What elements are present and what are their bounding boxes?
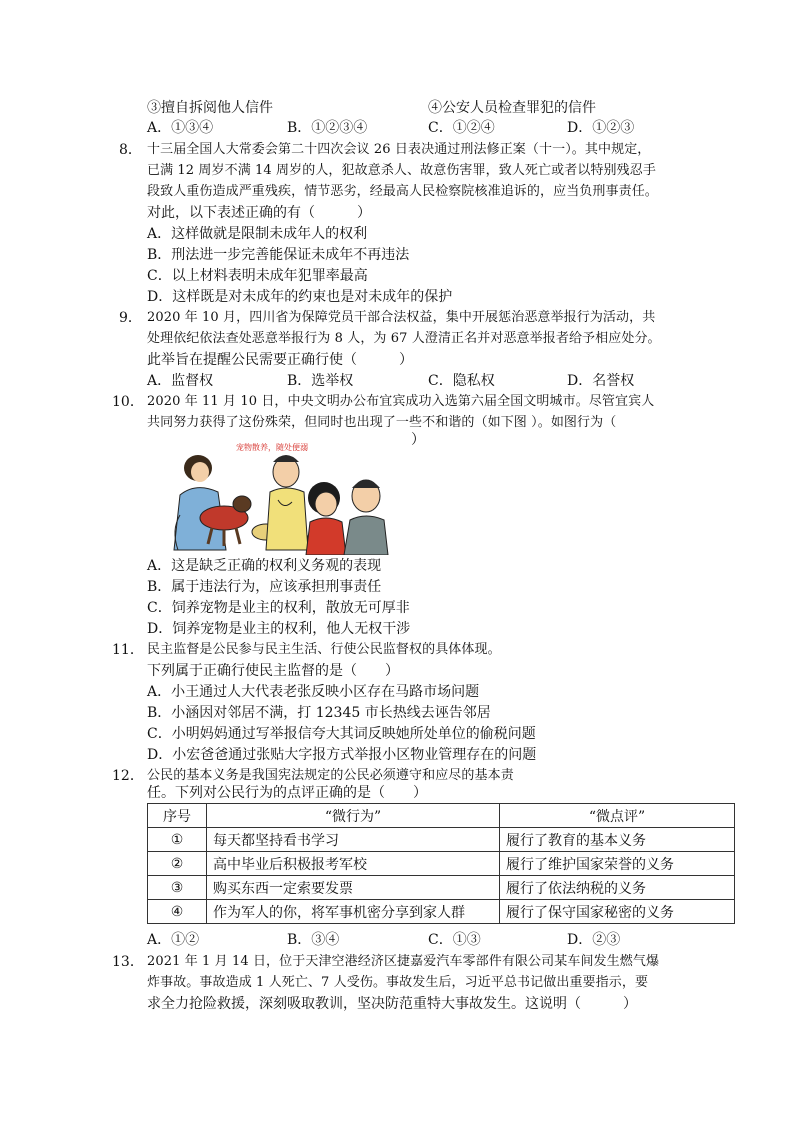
behavior-review-table <box>147 803 735 924</box>
q10-stem-line-1: 2020 年 11 月 10 日，中央文明办公布宜宾成功入选第六届全国文明城市。尽管宜宾人 <box>147 394 655 409</box>
table-cell: ① <box>148 828 207 852</box>
q11-option-b: B．小涵因对邻居不满，打 12345 市长热线去诬告邻居 <box>147 705 491 721</box>
q8-stem-line-2: 已满 12 周岁不满 14 周岁的人，犯故意杀人、故意伤害罪，致人死亡或者以特别残忍手 <box>147 163 656 178</box>
table-cell: ③ <box>148 876 207 900</box>
q8-option-b: B．刑法进一步完善能保证未成年不再违法 <box>147 247 410 263</box>
q12-option-c: C．①③ <box>428 932 481 948</box>
q12-number: 12． <box>112 768 144 784</box>
pet-cartoon-illustration <box>166 440 392 555</box>
q7-item-3: ③擅自拆阅他人信件 <box>147 100 273 116</box>
table-row <box>148 900 735 924</box>
q13-stem-line-1: 2021 年 1 月 14 日，位于天津空港经济区捷嘉爱汽车零部件有限公司某车间发生燃气爆 <box>147 954 660 969</box>
q9-option-c: C．隐私权 <box>428 373 495 389</box>
table-row <box>148 828 735 852</box>
q8-number: 8． <box>119 142 142 158</box>
q8-option-a: A．这样做就是限制未成年人的权利 <box>147 226 368 242</box>
q7-option-c: C．①②④ <box>428 120 495 136</box>
q12-option-b: B．③④ <box>287 932 340 948</box>
q12-option-a: A．①② <box>147 932 200 948</box>
table-cell: ② <box>148 852 207 876</box>
q10-option-a: A．这是缺乏正确的权利义务观的表现 <box>147 558 382 574</box>
q11-number: 11． <box>112 642 144 658</box>
q8-option-d: D．这样既是对未成年的约束也是对未成年的保护 <box>147 289 453 305</box>
table-cell: 购买东西一定索要发票 <box>207 876 500 900</box>
table-cell: 履行了维护国家荣誉的义务 <box>500 852 735 876</box>
q10-option-d: D．饲养宠物是业主的权利，他人无权干涉 <box>147 621 411 637</box>
q9-option-a: A．监督权 <box>147 373 214 389</box>
table-header: 序号 <box>148 804 207 828</box>
q7-item-4: ④公安人员检查罪犯的信件 <box>428 100 596 116</box>
q9-stem-line-3: 此举旨在提醒公民需要正确行使（ ） <box>147 352 413 368</box>
q12-option-d: D．②③ <box>567 932 621 948</box>
q8-stem-line-4: 对此，以下表述正确的有（ ） <box>147 205 371 221</box>
q10-stem-line-2: 共同努力获得了这份殊荣，但同时也出现了一些不和谐的（如下图 ）。如图行为（ <box>147 415 617 430</box>
q11-option-a: A．小王通过人大代表老张反映小区存在马路市场问题 <box>147 684 480 700</box>
q7-option-a: A．①③④ <box>147 120 214 136</box>
q7-option-b: B．①②③④ <box>287 120 368 136</box>
table-header: “微行为” <box>207 804 500 828</box>
table-cell: 高中毕业后积极报考军校 <box>207 852 500 876</box>
q8-option-c: C．以上材料表明未成年犯罪率最高 <box>147 268 368 284</box>
q8-stem-line-1: 十三届全国人大常委会第二十四次会议 26 日表决通过刑法修正案（十一）。其中规定， <box>147 142 651 157</box>
q10-stem-line-3: ） <box>411 432 425 448</box>
q13-number: 13． <box>112 954 144 970</box>
q10-option-b: B．属于违法行为，应该承担刑事责任 <box>147 579 382 595</box>
table-cell: ④ <box>148 900 207 924</box>
table-header: “微点评” <box>500 804 735 828</box>
table-row <box>148 876 735 900</box>
table-cell: 作为军人的你，将军事机密分享到家人群 <box>207 900 500 924</box>
table-cell: 每天都坚持看书学习 <box>207 828 500 852</box>
q13-stem-line-3: 求全力抢险救援，深刻吸取教训，坚决防范重特大事故发生。这说明（ ） <box>147 996 637 1012</box>
q11-option-d: D．小宏爸爸通过张贴大字报方式举报小区物业管理存在的问题 <box>147 747 537 763</box>
cartoon-caption: 宠物散养，随处便溺 <box>236 443 308 452</box>
q11-option-c: C．小明妈妈通过写举报信夸大其词反映她所处单位的偷税问题 <box>147 726 536 742</box>
q11-stem-line-2: 下列属于正确行使民主监督的是（ ） <box>147 663 399 679</box>
table-cell: 履行了教育的基本义务 <box>500 828 735 852</box>
cartoon-drawing <box>166 440 392 555</box>
q11-stem-line-1: 民主监督是公民参与民主生活、行使公民监督权的具体体现。 <box>147 642 501 657</box>
table-row <box>148 852 735 876</box>
q10-option-c: C．饲养宠物是业主的权利，散放无可厚非 <box>147 600 410 616</box>
q7-option-d: D．①②③ <box>567 120 635 136</box>
q9-option-d: D．名誉权 <box>567 373 635 389</box>
q9-option-b: B．选举权 <box>287 373 354 389</box>
q12-stem-line-1: 公民的基本义务是我国宪法规定的公民必须遵守和应尽的基本责 <box>147 768 514 783</box>
q12-stem-line-2: 任。下列对公民行为的点评正确的是（ ） <box>147 785 427 801</box>
table-header-row <box>148 804 735 828</box>
table-cell: 履行了保守国家秘密的义务 <box>500 900 735 924</box>
q8-stem-line-3: 段致人重伤造成严重残疾，情节恶劣，经最高人民检察院核准追诉的，应当负刑事责任。 <box>147 184 658 199</box>
q13-stem-line-2: 炸事故。事故造成 1 人死亡、7 人受伤。事故发生后，习近平总书记做出重要指示，要 <box>147 975 649 990</box>
q9-stem-line-2: 处理依纪依法查处恶意举报行为 8 人，为 67 人澄清正名并对恶意举报者给予相应处分。 <box>147 331 661 346</box>
q9-number: 9． <box>119 310 142 326</box>
table-cell: 履行了依法纳税的义务 <box>500 876 735 900</box>
q10-number: 10． <box>112 394 144 410</box>
q9-stem-line-1: 2020 年 10 月，四川省为保障党员干部合法权益，集中开展惩治恶意举报行为活动，共 <box>147 310 656 325</box>
